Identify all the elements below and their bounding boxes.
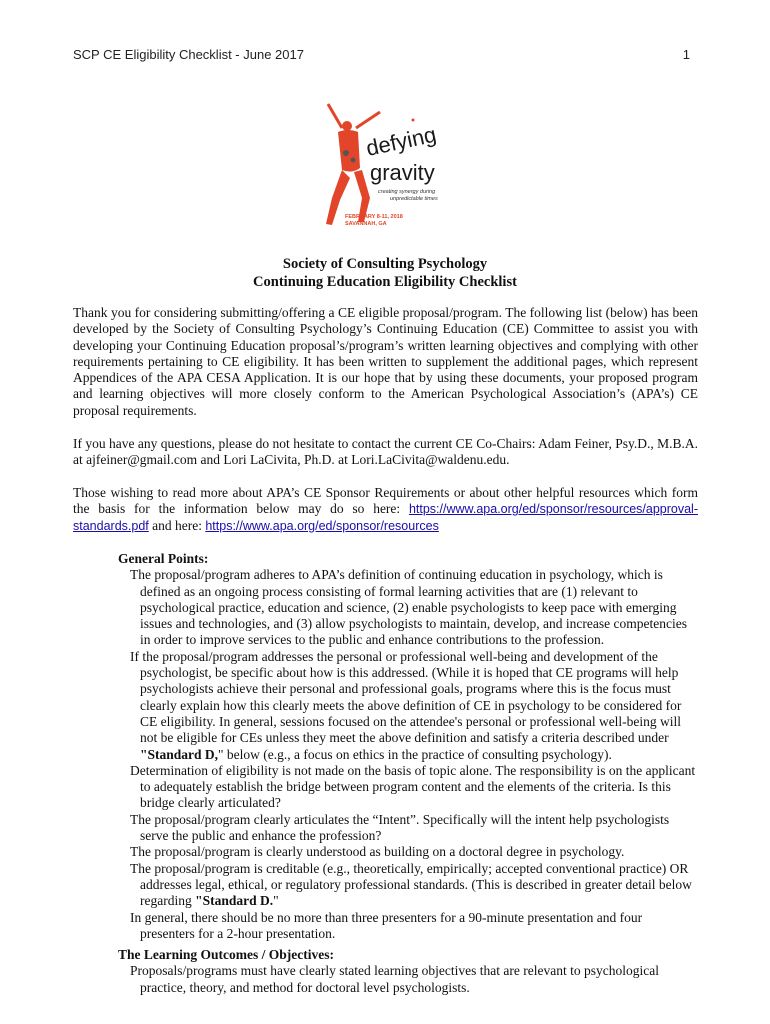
learning-outcomes-heading: The Learning Outcomes / Objectives: [118, 947, 334, 962]
title-line-1: Society of Consulting Psychology [282, 256, 488, 272]
resources-and-here: and here: [148, 517, 206, 533]
intro-paragraph-1: Thank you for considering submitting/offering a CE eligible proposal/program. The following list (below) has been developed by the Society of Consulting Psychology’s Continuing Education (CE) Committee to assist you with developing your Continuing Education proposal’s/program’s written learning objectives and complying with other requirements pertaining to CE eligibility. It has been written to supplement the additional pages, which represent Appendices of the APA CESA Application. It is our hope that by using these documents, your proposed program and learning objectives will more closely conform to the American Psychological Association’s (APA’s) CE proposal requirements. [73, 305, 698, 418]
general-point-1: The proposal/program adheres to APA’s definition of continuing education in psychology, which is defined as an ongoing process consisting of formal learning activities that are (1) relevant to psychological practice, education and science, (2) enable psychologists to keep pace with emerging issues and technologies, and (3) allow psychologists to maintain, develop, and increase competencies in order to improve services to the public and enhance contributions to the profession. [130, 567, 687, 648]
general-point-6: The proposal/program is creditable (e.g., theoretically, empirically; accepted conventional practice) OR addresses legal, ethical, or regulatory professional standards. (This is described in greater detail below regarding "Standard D." [130, 860, 692, 909]
logo-word-gravity: gravity [370, 160, 435, 185]
defying-gravity-logo [318, 98, 453, 233]
general-points-heading: General Points: [118, 551, 209, 566]
logo-tagline-1: creating synergy during [378, 189, 436, 195]
title-line-2: Continuing Education Eligibility Checklist [253, 274, 517, 290]
intro-paragraph-3 [73, 485, 698, 534]
header-title: SCP CE Eligibility Checklist - June 2017 [73, 47, 304, 62]
general-point-2: If the proposal/program addresses the personal or professional well-being and development of the psychologist, be specific about how is this addressed. (While it is hoped that CE programs will help psychologists achieve their personal and professional goals, programs where this is the focus must clearly explain how this clearly meets the above definition of CE in psychology to be considered for CE eligibility. In general, sessions focused on the attendee's personal or professional well-being will not be eligible for CEs unless they meet the above definition and satisfy a criteria described under "Standard D," below (e.g., a focus on ethics in the practice of consulting psychology). [130, 648, 682, 762]
general-point-5: The proposal/program is clearly understood as building on a doctoral degree in psychology. [130, 844, 625, 860]
general-point-3: Determination of eligibility is not made on the basis of topic alone. The responsibility is on the applicant to adequately establish the bridge between program content and the elements of the criteria. Is this bridge clearly articulated? [130, 762, 696, 811]
resources-text: Those wishing to read more about APA’s CE Sponsor Requirements or about other helpful resources which form the basis for the information below may do so here: [73, 485, 698, 517]
page-number: 1 [682, 47, 690, 62]
logo-tagline-2: unpredictable times [390, 196, 438, 202]
logo-word-defying: defying [363, 121, 439, 161]
document-title [0, 255, 770, 291]
learning-outcomes-section [118, 947, 698, 996]
logo-place: SAVANNAH, GA [345, 221, 387, 227]
general-points-section [118, 551, 698, 942]
apa-resources-link[interactable]: https://www.apa.org/ed/sponsor/resources [205, 518, 439, 533]
approval-standards-link[interactable]: https://www.apa.org/ed/sponsor/resources/approval-standards.pdf [73, 502, 698, 533]
general-point-4: The proposal/program clearly articulates the “Intent”. Specifically will the intent help psychologists serve the public and enhance the profession? [130, 811, 670, 844]
general-point-7: In general, there should be no more than three presenters for a 90-minute presentation and four presenters for a 2-hour presentation. [130, 909, 643, 941]
logo-date: FEBRUARY 8-11, 2018 [345, 214, 403, 220]
learning-outcome-1: Proposals/programs must have clearly stated learning objectives that are relevant to psychological practice, theory, and method for doctoral level psychologists. [130, 963, 659, 995]
intro-paragraph-2: If you have any questions, please do not hesitate to contact the current CE Co-Chairs: Adam Feiner, Psy.D., M.B.A. at ajfeiner@gmail.com and Lori LaCivita, Ph.D. at Lori.LaCivita@waldenu.edu. [73, 436, 698, 468]
